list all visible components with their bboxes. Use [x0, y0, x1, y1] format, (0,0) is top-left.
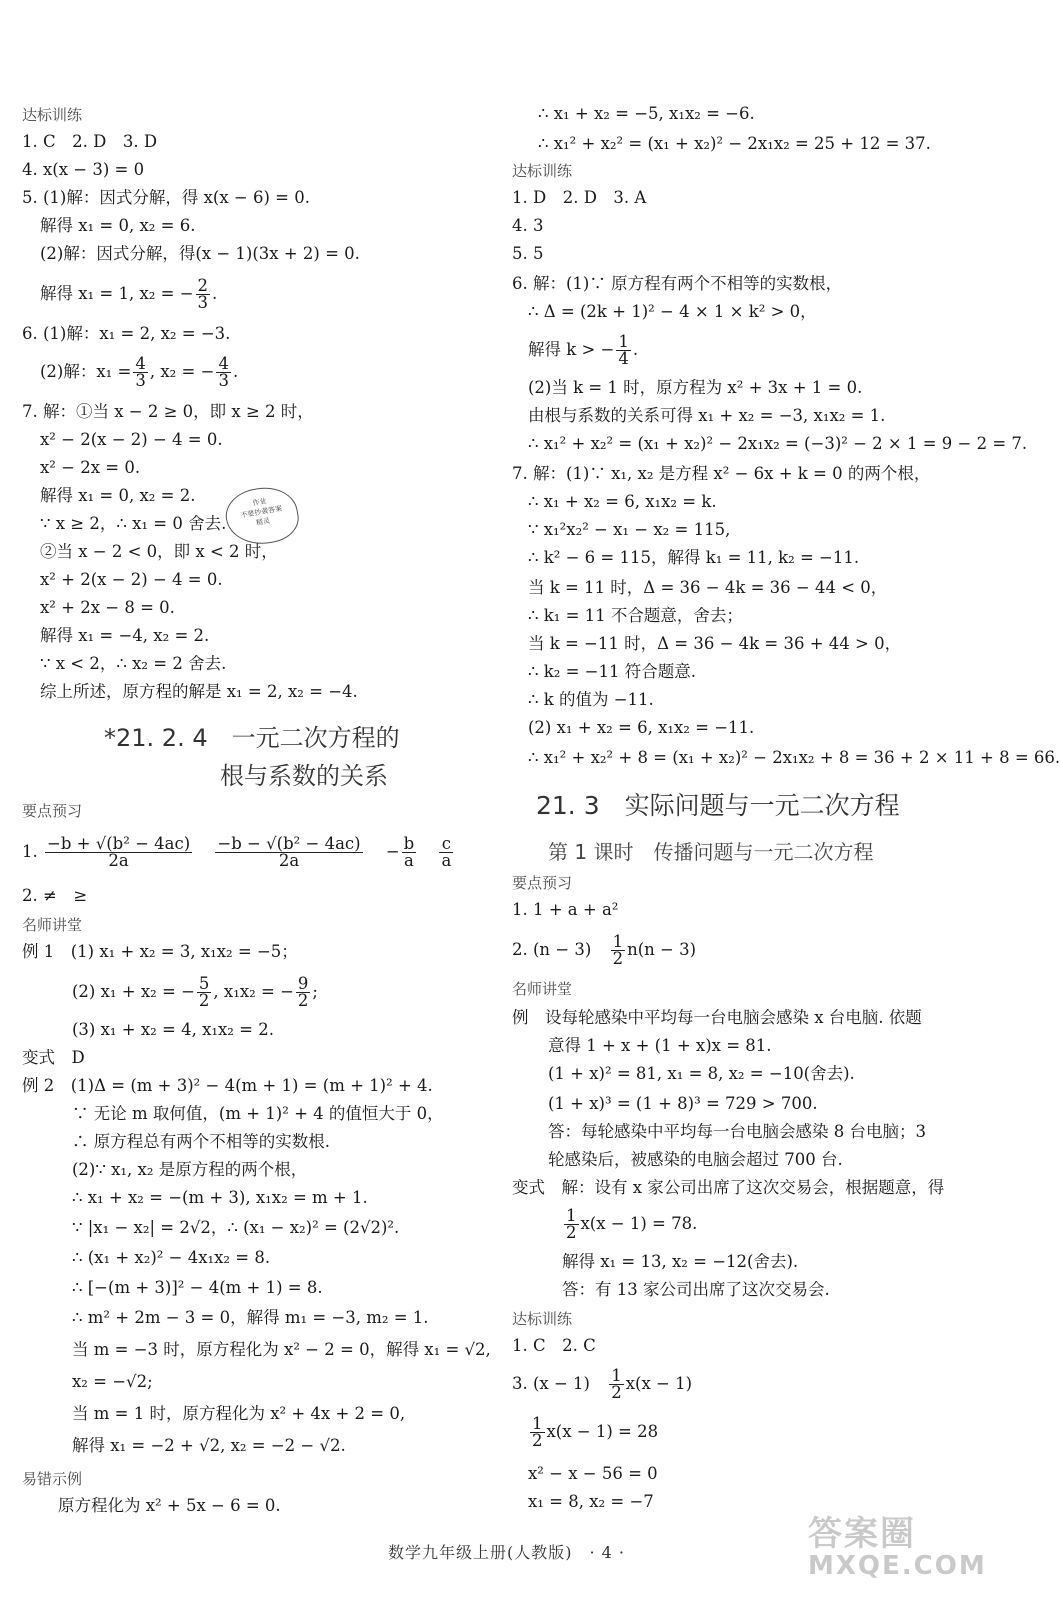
- answer-line: 解得 x₁ = 0, x₂ = 6.: [40, 216, 196, 235]
- answer-line: ∵ x ≥ 2，∴ x₁ = 0 舍去.: [40, 514, 227, 533]
- answer-line: 2. ≠ ≥: [22, 886, 88, 905]
- numerator: 1: [566, 1206, 577, 1225]
- denominator: 2: [297, 991, 309, 1010]
- example-line: 意得 1 + x + (1 + x)x = 81.: [548, 1036, 772, 1055]
- denominator: 2a: [278, 851, 300, 870]
- answer-line-fraction: [512, 1366, 692, 1402]
- answer-line: ∴ Δ = (2k + 1)² − 4 × 1 × k² > 0，: [528, 302, 817, 321]
- answer-line: 解得 x₁ = 0, x₂ = 2.: [40, 486, 196, 505]
- example-line: 解得 x₁ = −2 + √2, x₂ = −2 − √2.: [72, 1436, 346, 1455]
- example-line: 例 设每轮感染中平均每一台电脑会感染 x 台电脑. 依题: [512, 1008, 922, 1027]
- numerator: −b − √(b² − 4ac): [217, 834, 361, 853]
- answer-line: 4. 3: [512, 216, 544, 235]
- fraction-prefix: 解得 x₁ = 1, x₂ = −: [40, 284, 194, 303]
- answer-line-formula: 1. $\frac{\text{−b + √(b² − 4ac)}}{2a}$ $\frac{\text{−b − √(b² − 4ac)}}{2a}$ − $\frac{b}{a}$ $\frac{c}{a}$: [22, 834, 452, 870]
- fraction-prefix: 解得 k > −: [528, 340, 615, 359]
- answer-line: x² + 2(x − 2) − 4 = 0.: [40, 570, 223, 589]
- watermark-url: MXQE.COM: [808, 1551, 987, 1581]
- fraction-prefix: 2. (n − 3): [512, 940, 592, 959]
- answer-line: 当 k = 11 时，Δ = 36 − 4k = 36 − 44 < 0，: [528, 578, 888, 597]
- lesson-subheading: 第 1 课时 传播问题与一元二次方程: [548, 840, 874, 864]
- denominator: 3: [135, 371, 146, 390]
- stamp-line: 精灵: [255, 516, 271, 528]
- answer-line: x² − 2x = 0.: [40, 458, 141, 477]
- example-line: ∴ x₁ + x₂ = −(m + 3), x₁x₂ = m + 1.: [72, 1188, 368, 1207]
- fraction: [609, 1368, 624, 1401]
- answer-line: 7. 解：①当 x − 2 ≥ 0，即 x ≥ 2 时，: [22, 402, 314, 421]
- example-line: ∵ |x₁ − x₂| = 2√2，∴ (x₁ − x₂)² = (2√2)².: [72, 1218, 400, 1237]
- fraction: [439, 836, 453, 869]
- numerator: 1: [532, 1414, 543, 1433]
- example-line: (1 + x)³ = (1 + 8)³ = 729 > 700.: [548, 1094, 818, 1113]
- section-heading-line2: 根与系数的关系: [220, 762, 388, 790]
- example-line-fraction: (2) x₁ + x₂ = − $\frac{5}{2}$ , x₁x₂ = − $\frac{9}{2}$ ;: [72, 974, 318, 1010]
- answer-line: 6. 解：(1)∵ 原方程有两个不相等的实数根，: [512, 274, 843, 293]
- fraction: [133, 356, 148, 389]
- fraction-prefix: 3. (x − 1): [512, 1374, 590, 1393]
- example-line: ∴ 原方程总有两个不相等的实数根.: [72, 1132, 330, 1151]
- fraction-prefix: (2) x₁ + x₂ = −: [72, 982, 195, 1001]
- section-title-lecture: 名师讲堂: [22, 916, 83, 934]
- variant-line: 答：有 13 家公司出席了这次交易会.: [562, 1280, 830, 1299]
- answer-line: ∴ k 的值为 −11.: [528, 690, 654, 709]
- example-line: 例 2 (1)Δ = (m + 3)² − 4(m + 1) = (m + 1)² + 4.: [22, 1076, 433, 1095]
- answer-line: ∵ x₁²x₂² − x₁ − x₂ = 115,: [528, 520, 731, 539]
- fraction-suffix: x(x − 1) = 28: [546, 1422, 659, 1441]
- answer-line: 1. C 2. D 3. D: [22, 132, 158, 151]
- denominator: 2a: [108, 851, 129, 870]
- section-title-preview: 要点预习: [512, 874, 573, 892]
- numerator: −b + √(b² − 4ac): [47, 834, 191, 853]
- answer-line: ∴ x₁² + x₂² = (x₁ + x₂)² − 2x₁x₂ = (−3)² − 2 × 1 = 9 − 2 = 7.: [528, 434, 1028, 453]
- fraction-mid: , x₁x₂ = −: [213, 982, 294, 1001]
- variant-equation: [562, 1206, 697, 1242]
- answer-line: ∴ x₁² + x₂² + 8 = (x₁ + x₂)² − 2x₁x₂ + 8 = 36 + 2 × 11 + 8 = 66.: [528, 748, 1060, 767]
- denominator: 2: [198, 991, 210, 1010]
- answer-line: ∴ x₁ + x₂ = 6, x₁x₂ = k.: [528, 492, 717, 511]
- numerator: 2: [197, 276, 209, 295]
- fraction: [216, 356, 231, 389]
- quadratic-formula-plus: [45, 836, 192, 869]
- section-heading: 21. 3 实际问题与一元二次方程: [536, 791, 900, 820]
- item-number: 1.: [22, 842, 38, 861]
- section-title-practice: 达标训练: [512, 1310, 573, 1328]
- numerator: b: [403, 834, 415, 853]
- example-line: ∴ (x₁ + x₂)² − 4x₁x₂ = 8.: [72, 1248, 271, 1267]
- denominator: 2: [532, 1431, 543, 1450]
- denominator: 2: [611, 1383, 622, 1402]
- denominator: 3: [218, 371, 229, 390]
- variant-line: 变式 D: [22, 1048, 85, 1067]
- answer-equation: [528, 1414, 658, 1450]
- section-heading: *21. 2. 4 一元二次方程的: [104, 724, 400, 752]
- answer-line: ∴ k² − 6 = 115，解得 k₁ = 11, k₂ = −11.: [528, 548, 860, 567]
- example-line: 当 m = −3 时，原方程化为 x² − 2 = 0，解得 x₁ = √2,: [72, 1340, 491, 1359]
- stamp-line: 作业: [251, 497, 268, 508]
- example-line: 答：每轮感染中平均每一台电脑会感染 8 台电脑；3: [548, 1122, 926, 1141]
- fraction: [296, 976, 311, 1009]
- numerator: 4: [135, 354, 146, 373]
- watermark-logo: [808, 1506, 987, 1586]
- denominator: a: [441, 851, 452, 870]
- page-footer: 数学九年级上册(人教版) · 4 ·: [388, 1543, 626, 1562]
- numerator: 1: [611, 1366, 622, 1385]
- answer-line: ②当 x − 2 < 0，即 x < 2 时，: [40, 542, 278, 561]
- fraction: [564, 1208, 579, 1241]
- example-line: ∵ 无论 m 取何值，(m + 1)² + 4 的值恒大于 0，: [72, 1104, 444, 1123]
- fraction: [611, 934, 626, 967]
- numerator: 1: [618, 332, 629, 351]
- answer-line: (2)当 k = 1 时，原方程为 x² + 3x + 1 = 0.: [528, 378, 863, 397]
- answer-line: 1. 1 + a + a²: [512, 900, 619, 919]
- answer-line: x² − x − 56 = 0: [528, 1464, 658, 1483]
- example-line: 例 1 (1) x₁ + x₂ = 3, x₁x₂ = −5；: [22, 942, 298, 961]
- answer-line: 解得 x₁ = −4, x₂ = 2.: [40, 626, 210, 645]
- fraction-suffix: x(x − 1) = 78.: [580, 1214, 698, 1233]
- answer-line: x² + 2x − 8 = 0.: [40, 598, 175, 617]
- answer-line: 5. 5: [512, 244, 544, 263]
- example-line: x₂ = −√2;: [72, 1372, 153, 1391]
- answer-line-fraction: (2)解：x₁ = $\frac{4}{3}$ , x₂ = − $\frac{4}{3}$ .: [40, 354, 239, 390]
- section-title-lecture: 名师讲堂: [512, 980, 573, 998]
- example-line: (1 + x)² = 81, x₁ = 8, x₂ = −10(舍去).: [548, 1064, 855, 1083]
- answer-line: 1. D 2. D 3. A: [512, 188, 647, 207]
- numerator: 1: [612, 932, 624, 951]
- answer-line: 1. C 2. C: [512, 1336, 596, 1355]
- fraction: [196, 278, 211, 311]
- fraction-suffix: n(n − 3): [627, 940, 697, 959]
- section-title-preview: 要点预习: [22, 802, 83, 820]
- fraction: [530, 1416, 545, 1449]
- answer-line: ∴ k₁ = 11 不合题意，舍去；: [528, 606, 743, 625]
- answer-line: ∴ x₁ + x₂ = −5, x₁x₂ = −6.: [538, 104, 755, 123]
- answer-line: 5. (1)解：因式分解，得 x(x − 6) = 0.: [22, 188, 310, 207]
- answer-line-fraction: 解得 k > − $\frac{1}{4}$ .: [528, 332, 639, 368]
- numerator: 4: [218, 354, 229, 373]
- denominator: 2: [566, 1223, 577, 1242]
- answer-line: x₁ = 8, x₂ = −7: [528, 1492, 654, 1511]
- numerator: c: [439, 836, 453, 853]
- fraction: [402, 836, 417, 869]
- numerator: 5: [198, 974, 210, 993]
- numerator: 9: [297, 974, 309, 993]
- example-line: (2)∵ x₁, x₂ 是原方程的两个根，: [72, 1160, 308, 1179]
- example-line: ∴ [−(m + 3)]² − 4(m + 1) = 8.: [72, 1278, 323, 1297]
- fraction: [616, 334, 631, 367]
- answer-line: 当 k = −11 时，Δ = 36 − 4k = 36 + 44 > 0，: [528, 634, 902, 653]
- answer-line: ∴ k₂ = −11 符合题意.: [528, 662, 696, 681]
- stamp-seal: [222, 482, 303, 550]
- quadratic-formula-minus: [215, 836, 362, 869]
- answer-line-fraction: [512, 932, 696, 968]
- example-line: 当 m = 1 时，原方程化为 x² + 4x + 2 = 0,: [72, 1404, 406, 1423]
- answer-line: 6. (1)解：x₁ = 2, x₂ = −3.: [22, 324, 231, 343]
- mistake-line: 原方程化为 x² + 5x − 6 = 0.: [58, 1496, 281, 1515]
- example-line: 轮感染后，被感染的电脑会超过 700 台.: [548, 1150, 843, 1169]
- section-title-common-mistakes: 易错示例: [22, 1470, 83, 1488]
- watermark-text: 答案圈: [808, 1514, 916, 1554]
- denominator: 2: [612, 949, 624, 968]
- section-title-practice: 达标训练: [512, 162, 573, 180]
- variant-line: 变式 解：设有 x 家公司出席了这次交易会，根据题意，得: [512, 1178, 945, 1197]
- answer-line: ∴ x₁² + x₂² = (x₁ + x₂)² − 2x₁x₂ = 25 + 12 = 37.: [538, 134, 931, 153]
- answer-line: ∵ x < 2，∴ x₂ = 2 舍去.: [40, 654, 227, 673]
- answer-line: 综上所述，原方程的解是 x₁ = 2, x₂ = −4.: [40, 682, 358, 701]
- denominator: a: [404, 851, 414, 870]
- fraction-suffix: x(x − 1): [625, 1374, 693, 1393]
- answer-line: 7. 解：(1)∵ x₁, x₂ 是方程 x² − 6x + k = 0 的两个根，: [512, 464, 931, 483]
- section-title-practice: 达标训练: [22, 106, 83, 124]
- fraction-prefix: (2)解：x₁ =: [40, 362, 132, 381]
- answer-line: (2)解：因式分解，得(x − 1)(3x + 2) = 0.: [40, 244, 360, 263]
- answer-line: 由根与系数的关系可得 x₁ + x₂ = −3, x₁x₂ = 1.: [528, 406, 886, 425]
- fraction-mid: , x₂ = −: [149, 362, 215, 381]
- fraction: [197, 976, 212, 1009]
- example-line: ∴ m² + 2m − 3 = 0，解得 m₁ = −3, m₂ = 1.: [72, 1308, 429, 1327]
- answer-line-fraction: 解得 x₁ = 1, x₂ = − $\frac{2}{3}$ .: [40, 276, 218, 312]
- denominator: 4: [618, 349, 629, 368]
- example-line: (3) x₁ + x₂ = 4, x₁x₂ = 2.: [72, 1020, 274, 1039]
- variant-line: 解得 x₁ = 13, x₂ = −12(舍去).: [562, 1252, 799, 1271]
- stamp-line: 不要抄袭答案: [239, 504, 283, 520]
- answer-line: x² − 2(x − 2) − 4 = 0.: [40, 430, 223, 449]
- answer-line: (2) x₁ + x₂ = 6, x₁x₂ = −11.: [528, 718, 755, 737]
- denominator: 3: [197, 293, 209, 312]
- answer-line: 4. x(x − 3) = 0: [22, 160, 145, 179]
